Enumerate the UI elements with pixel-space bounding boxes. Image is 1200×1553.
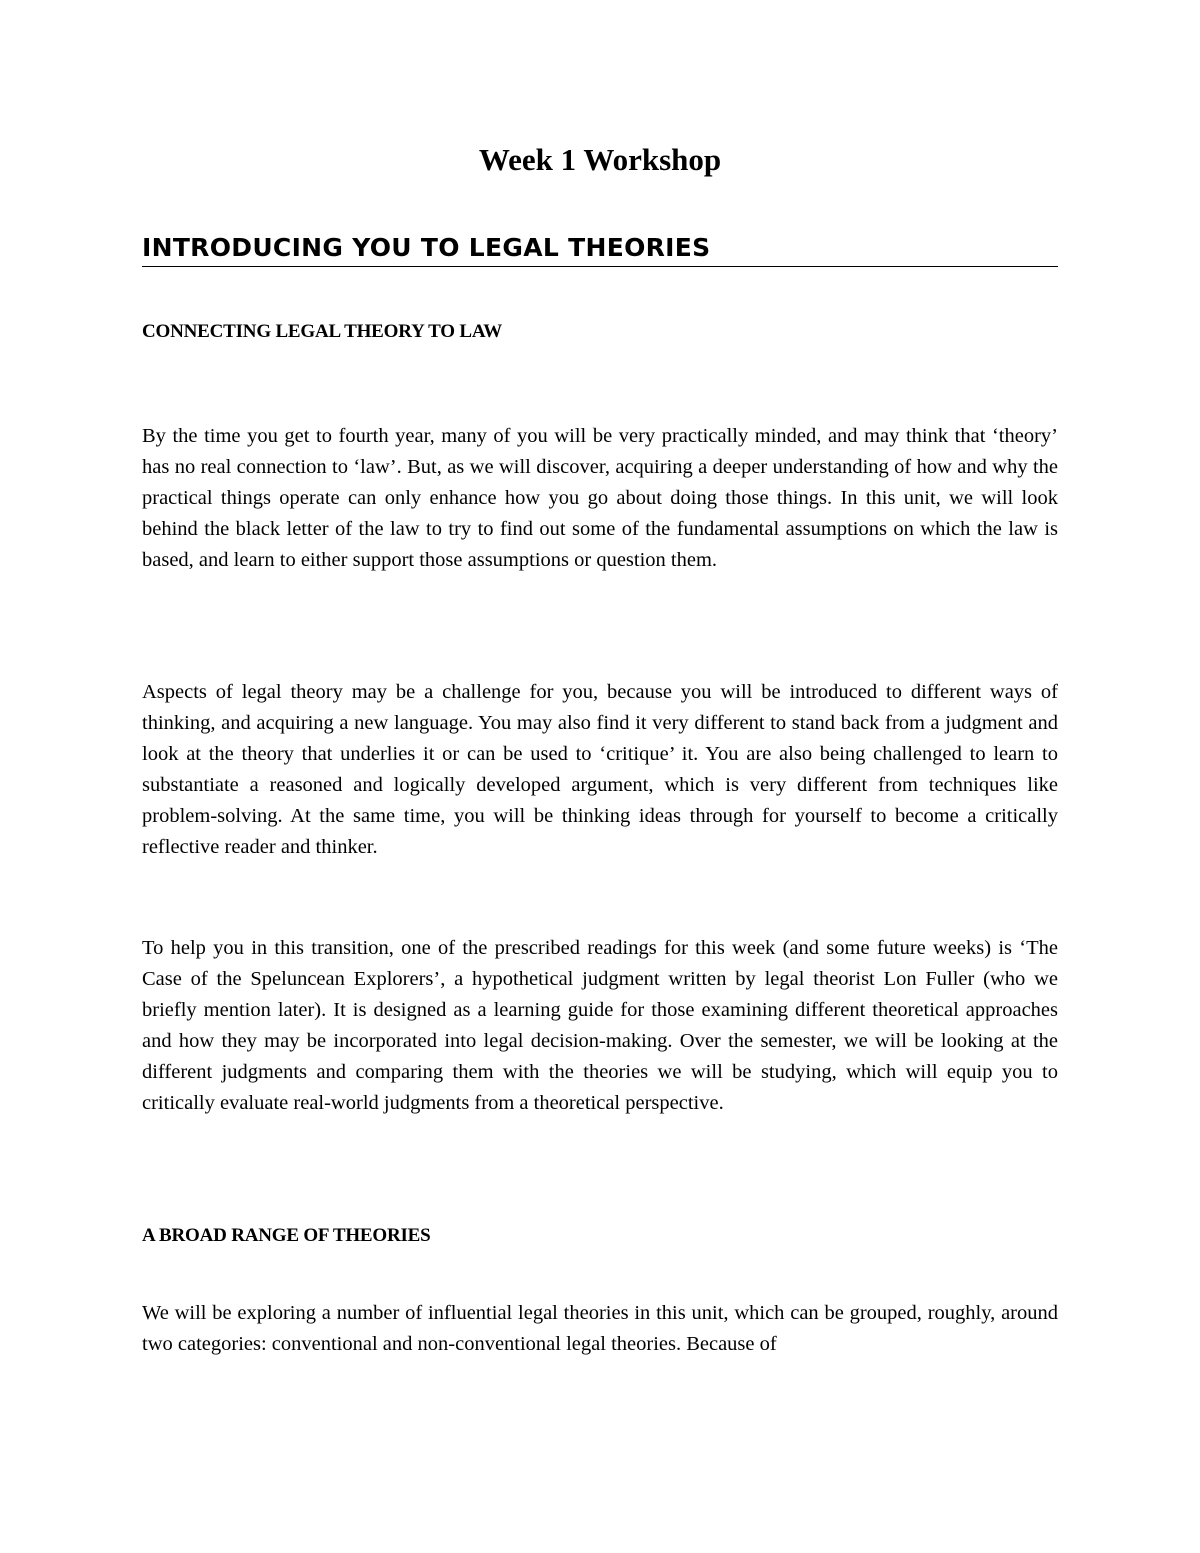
paragraph: We will be exploring a number of influential legal theories in this unit, which can be grouped, roughly, around two categories: conventional and non-conventional legal theories. Because of [142, 1302, 1058, 1355]
paragraph: To help you in this transition, one of the prescribed readings for this week (and some future weeks) is ‘The Case of the Speluncean Explorers’, a hypothetical judgment written by legal theorist Lon Fuller (who we briefly mention later). It is designed as a learning guide for those examining different theoretical approaches and how they may be incorporated into legal decision-making. Over the semester, we will be looking at the different judgments and comparing them with the theories we will be studying, which will equip you to critically evaluate real-world judgments from a theoretical perspective. [142, 937, 1058, 1114]
document-title: Week 1 Workshop [478, 142, 722, 177]
paragraph: By the time you get to fourth year, many of you will be very practically minded, and may think that ‘theory’ has no real connection to ‘law’. But, as we will discover, acquiring a deeper understanding of how and why the practical things operate can only enhance how you go about doing those things. In this unit, we will look behind the black letter of the law to try to find out some of the fundamental assumptions on which the law is based, and learn to either support those assumptions or question them. [142, 425, 1058, 571]
paragraph: Aspects of legal theory may be a challenge for you, because you will be introduced to different ways of thinking, and acquiring a new language. You may also find it very different to stand back from a judgment and look at the theory that underlies it or can be used to ‘critique’ it. You are also being challenged to learn to substantiate a reasoned and logically developed argument, which is very different from techniques like problem-solving. At the same time, you will be thinking ideas through for yourself to become a critically reflective reader and thinker. [142, 681, 1058, 858]
section-heading-broad-range: A BROAD RANGE OF THEORIES [142, 1225, 431, 1246]
main-heading: INTRODUCING YOU TO LEGAL THEORIES [142, 230, 1058, 267]
section-heading-connecting: CONNECTING LEGAL THEORY TO LAW [142, 321, 503, 342]
